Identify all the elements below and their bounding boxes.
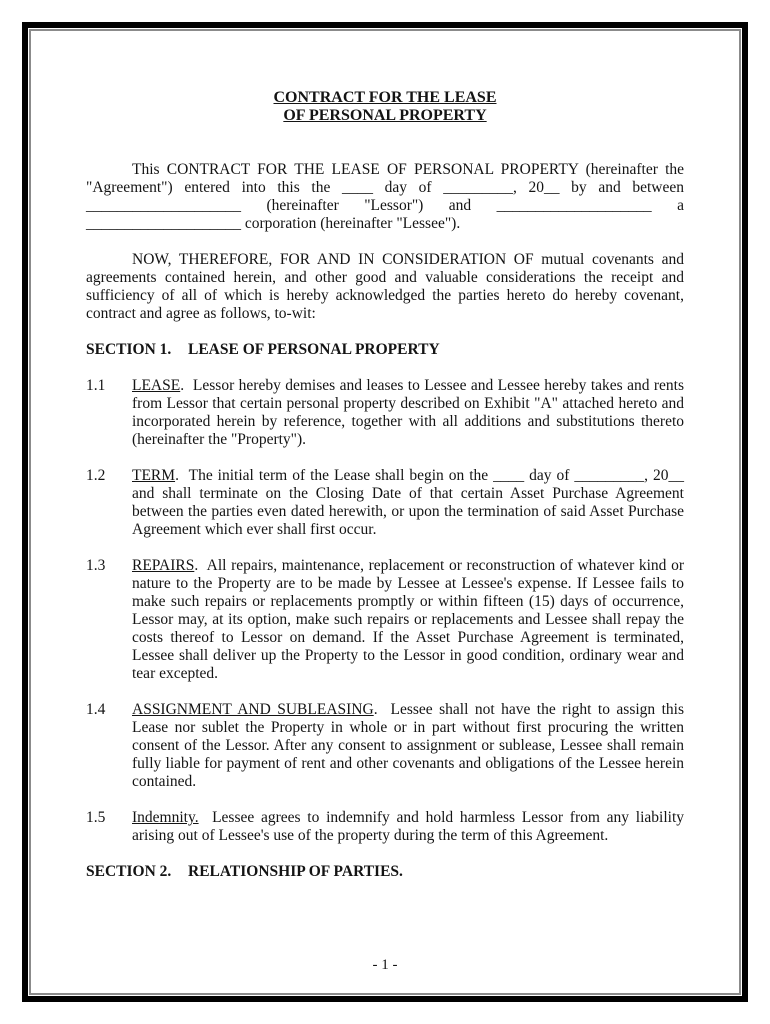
document-title	[86, 89, 684, 125]
clause-1-1-separator: .	[180, 377, 193, 394]
section-2-label: SECTION 2.	[86, 863, 172, 880]
section-1-label: SECTION 1.	[86, 341, 172, 358]
page-border-inner	[29, 29, 741, 995]
clause-1-3-number: 1.3	[86, 557, 106, 574]
clause-1-4-text	[132, 701, 684, 791]
consideration-paragraph: NOW, THEREFORE, FOR AND IN CONSIDERATION OF mutual covenants and agreements contained herein, and other good and valuable considerations the receipt and sufficiency of all of which is hereby acknowledged the parties hereto do hereby covenant, contract and agree as follows, to-wit:	[86, 251, 684, 322]
clause-1-2	[86, 467, 684, 539]
clause-1-5-heading: Indemnity.	[132, 809, 199, 826]
page-border	[22, 22, 748, 1002]
clause-1-1-text	[132, 377, 684, 449]
clause-1-3	[86, 557, 684, 683]
document-title-line2: OF PERSONAL PROPERTY	[283, 107, 487, 124]
clause-1-3-body: All repairs, maintenance, replacement or reconstruction of whatever kind or nature to the Property are to be made by Lessee at Lessee's expense. If Lessee fails to make such repairs or replacements promptly or within fifteen (15) days of occurrence, Lessor may, at its option, make such repairs or replacements and Lessee shall repay the costs thereof to Lessor on demand. If the Asset Purchase Agreement is terminated, Lessee shall deliver up the Property to the Lessor in good condition, ordinary wear and tear excepted.	[132, 557, 684, 682]
clause-1-2-body: The initial term of the Lease shall begin on the ____ day of _________, 20__ and shall terminate on the Closing Date of that certain Asset Purchase Agreement between the parties even dated herewith, or upon the termination of said Asset Purchase Agreement which ever shall first occur.	[132, 467, 684, 538]
clause-1-4-body: Lessee shall not have the right to assign this Lease nor sublet the Property in whole or in part without first procuring the written consent of the Lessor. After any consent to assignment or sublease, Lessee shall remain fully liable for payment of rent and other covenants and obligations of the Lessee herein contained.	[132, 701, 685, 790]
clause-1-2-number: 1.2	[86, 467, 106, 484]
clause-1-1-number: 1.1	[86, 377, 106, 394]
section-2-heading	[86, 863, 684, 881]
page-content	[31, 31, 739, 993]
intro-paragraph: This CONTRACT FOR THE LEASE OF PERSONAL PROPERTY (hereinafter the "Agreement") entered into this the ____ day of _________, 20__ by and between ____________________ (hereinafter "Lessor") and ____________________ a ____________________ corporation (hereinafter "Lessee").	[86, 161, 684, 232]
section-1-heading	[86, 341, 684, 359]
page-number: - 1 -	[372, 957, 398, 973]
clause-1-5-body: Lessee agrees to indemnify and hold harmless Lessor from any liability arising out of Lessee's use of the property during the term of this Agreement.	[132, 809, 684, 844]
clause-1-3-separator: .	[194, 557, 207, 574]
clause-1-4-number: 1.4	[86, 701, 106, 718]
clause-1-3-text	[132, 557, 684, 683]
section-2-title: RELATIONSHIP OF PARTIES.	[188, 863, 403, 880]
clause-1-2-text	[132, 467, 684, 539]
clause-1-4	[86, 701, 684, 791]
clause-1-2-separator: .	[175, 467, 189, 484]
section-1-title: LEASE OF PERSONAL PROPERTY	[188, 341, 440, 358]
clause-1-4-separator: .	[373, 701, 391, 718]
clause-1-1	[86, 377, 684, 449]
clause-1-1-heading: LEASE	[132, 377, 181, 394]
clause-1-5-separator	[199, 809, 212, 826]
clause-1-5	[86, 809, 684, 845]
clause-1-5-text	[132, 809, 684, 845]
clause-1-2-heading: TERM	[132, 467, 176, 484]
clause-1-5-number: 1.5	[86, 809, 106, 826]
clause-1-3-heading: REPAIRS	[132, 557, 195, 574]
document-title-line1: CONTRACT FOR THE LEASE	[273, 89, 497, 106]
clause-1-4-heading: ASSIGNMENT AND SUBLEASING	[132, 701, 374, 718]
clause-1-1-body: Lessor hereby demises and leases to Lessee and Lessee hereby takes and rents from Lessor that certain personal property described on Exhibit "A" attached hereto and incorporated herein by reference, together with all additions and substitutions thereto (hereinafter the "Property").	[132, 377, 685, 448]
